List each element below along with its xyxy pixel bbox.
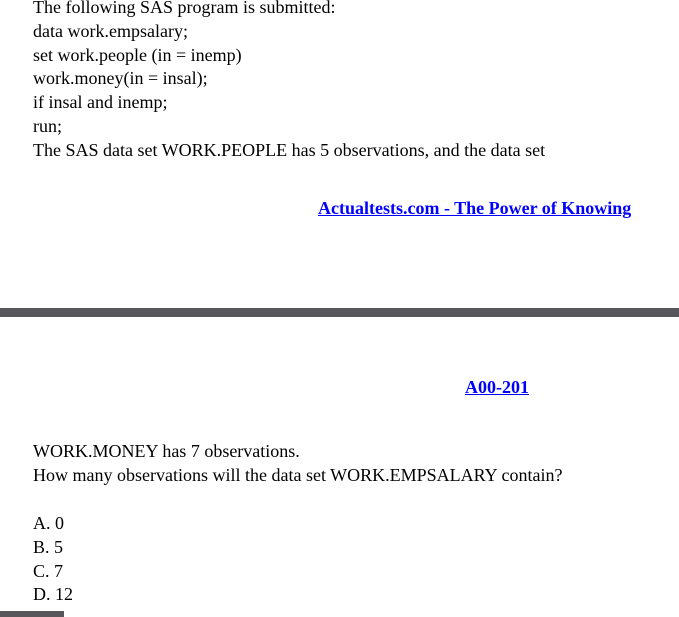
question-text-line: How many observations will the data set WORK.EMPSALARY contain?	[33, 464, 563, 485]
question-text-block-top	[33, 0, 545, 163]
sas-code-line: if insal and inemp;	[33, 92, 168, 113]
sas-code-line: run;	[33, 115, 62, 136]
question-text-line: WORK.MONEY has 7 observations.	[33, 441, 300, 461]
answer-option-c: C. 7	[33, 560, 64, 581]
actualtests-footer-link[interactable]: Actualtests.com - The Power of Knowing	[318, 198, 632, 218]
sas-code-line: work.money(in = insal);	[33, 68, 208, 89]
question-text-block-bottom	[33, 440, 562, 488]
page-separator-bar	[0, 308, 679, 317]
question-text-line: The SAS data set WORK.PEOPLE has 5 observations, and the data set	[33, 139, 546, 160]
answer-options-block	[33, 512, 73, 607]
sas-code-line: data work.empsalary;	[33, 20, 188, 41]
page-separator-bar-partial	[0, 611, 64, 617]
exam-code-link[interactable]: A00-201	[465, 377, 529, 397]
sas-code-line: set work.people (in = inemp)	[33, 44, 242, 65]
answer-option-a: A. 0	[33, 513, 64, 533]
answer-option-d: D. 12	[33, 584, 73, 605]
question-intro-line: The following SAS program is submitted:	[33, 0, 336, 17]
answer-option-b: B. 5	[33, 536, 64, 557]
